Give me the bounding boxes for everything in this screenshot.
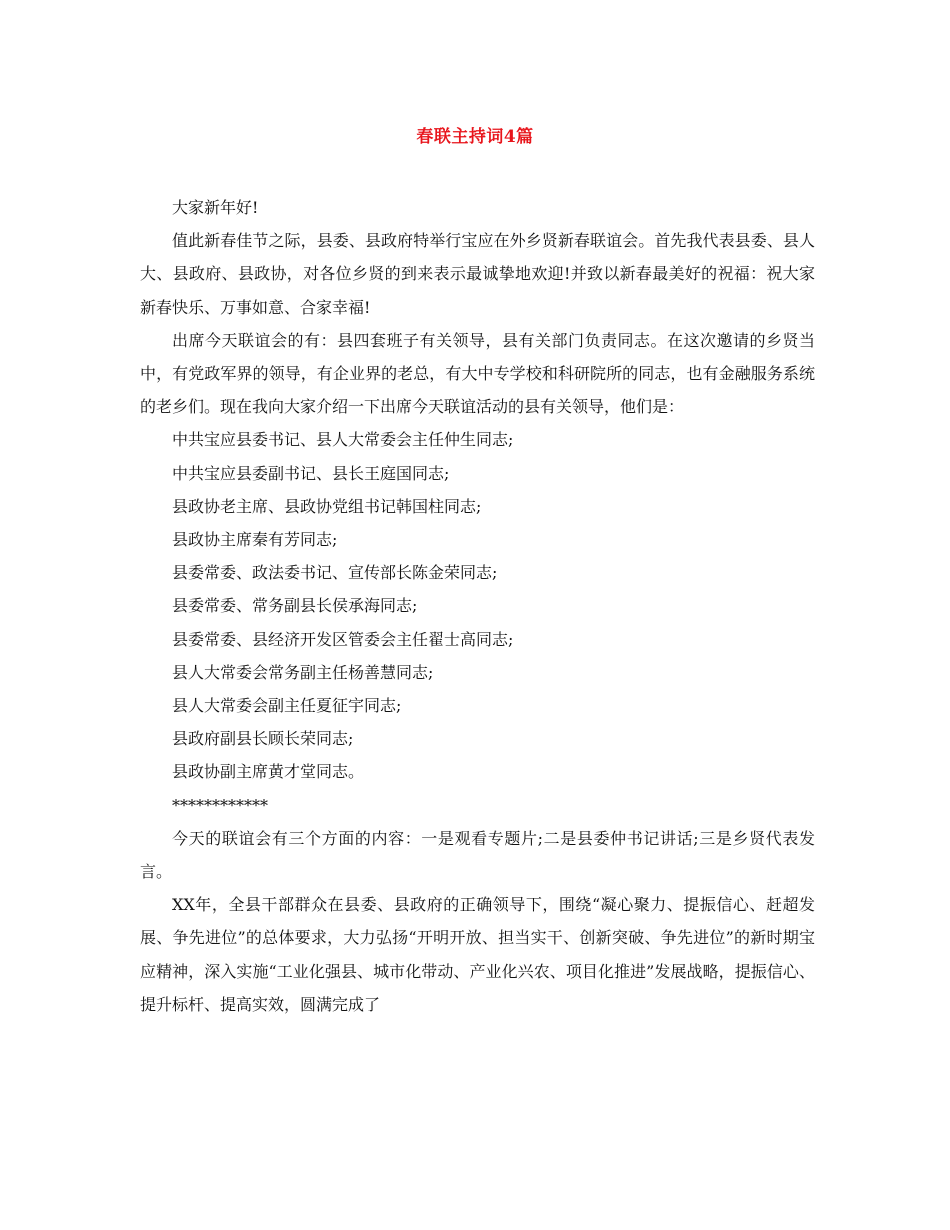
paragraph-welcome: 值此新春佳节之际，县委、县政府特举行宝应在外乡贤新春联谊会。首先我代表县委、县人大、县政府、县政协，对各位乡贤的到来表示最诚挚地欢迎!并致以新春最美好的祝福：祝大家新春快乐、万事如意、合家幸福! [140, 231, 815, 317]
paragraph-agenda: 今天的联谊会有三个方面的内容：一是观看专题片;二是县委仲书记讲话;三是乡贤代表发言。 [140, 828, 815, 882]
attendee-line: 县政协老主席、县政协党组书记韩国柱同志; [172, 496, 482, 516]
attendee-line: 中共宝应县委副书记、县长王庭国同志; [172, 463, 450, 483]
attendee-line: 县人大常委会副主任夏征宇同志; [172, 696, 402, 716]
attendee-line: 中共宝应县委书记、县人大常委会主任仲生同志; [172, 430, 514, 450]
attendee-line: 县委常委、政法委书记、宣传部长陈金荣同志; [172, 563, 498, 583]
document-title: 春联主持词4篇 [416, 127, 534, 147]
document-body [140, 191, 815, 1021]
paragraph-attendees-intro: 出席今天联谊会的有：县四套班子有关领导，县有关部门负责同志。在这次邀请的乡贤当中，有党政军界的领导，有企业界的老总，有大中专学校和科研院所的同志，也有金融服务系统的老乡们。现在我向大家介绍一下出席今天联谊活动的县有关领导，他们是： [140, 330, 815, 417]
attendee-line: 县政协副主席黄才堂同志。 [172, 762, 365, 782]
section-separator: ************ [172, 795, 268, 815]
attendee-line: 县委常委、县经济开发区管委会主任翟士高同志; [172, 629, 514, 649]
paragraph-review: XX年，全县干部群众在县委、县政府的正确领导下，围绕“凝心聚力、提振信心、赶超发展、争先进位”的总体要求，大力弘扬“开明开放、担当实干、创新突破、争先进位”的新时期宝应精神，深入实施“工业化强县、城市化带动、产业化兴农、项目化推进”发展战略，提振信心、提升标杆、提高实效，圆满完成了 [140, 895, 815, 1014]
attendee-line: 县人大常委会常务副主任杨善慧同志; [172, 662, 434, 682]
attendee-line: 县委常委、常务副县长侯承海同志; [172, 596, 418, 616]
attendee-line: 县政府副县长顾长荣同志; [172, 729, 354, 749]
attendee-line: 县政协主席秦有芳同志; [172, 530, 338, 550]
paragraph-greeting: 大家新年好! [172, 198, 259, 217]
